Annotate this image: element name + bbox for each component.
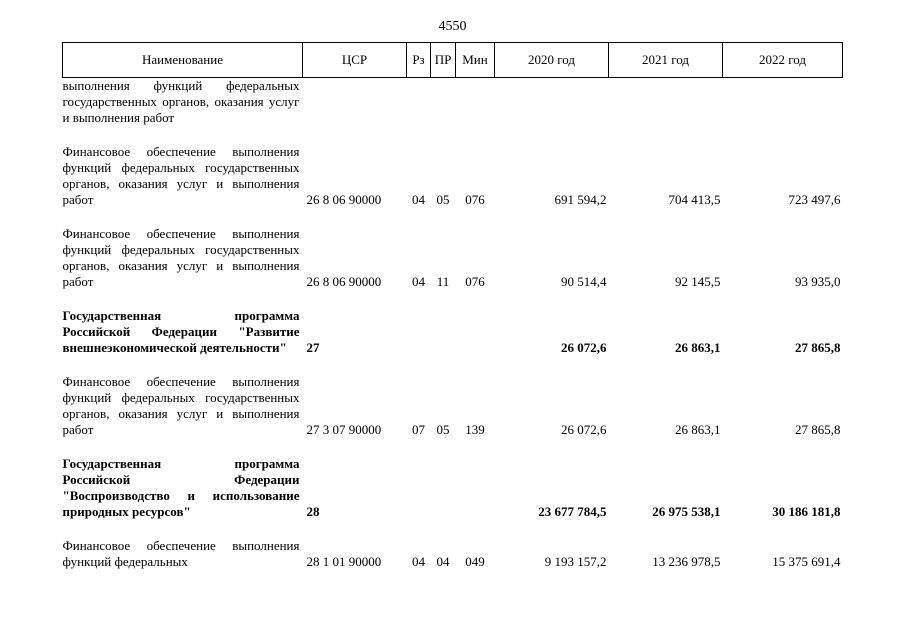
- row-name: Государственная программа Российской Федерации "Развитие внешнеэкономической деятельности": [62, 308, 300, 355]
- table-row: [63, 144, 843, 208]
- header-rz: Рз: [407, 43, 431, 78]
- row-name: Государственная программа Российской Федерации "Воспроизводство и использование природных ресурсов": [62, 456, 300, 519]
- row-name: Финансовое обеспечение выполнения функций федеральных государственных органов, оказания услуг и выполнения работ: [62, 374, 300, 437]
- row-csr: 27 3 07 90000: [306, 422, 382, 437]
- row-csr: 28 1 01 90000: [306, 554, 382, 569]
- row-spacer: [63, 438, 843, 456]
- row-spacer: [63, 520, 843, 538]
- header-min: Мин: [456, 43, 495, 78]
- row-pr: [431, 308, 456, 356]
- row-rz: 07: [412, 422, 425, 437]
- row-2020: 26 072,6: [561, 340, 607, 355]
- row-rz: [407, 78, 431, 127]
- header-2022: 2022 год: [723, 43, 843, 78]
- table-row: [63, 226, 843, 290]
- row-2022: 93 935,0: [795, 274, 841, 289]
- row-rz: 04: [412, 192, 425, 207]
- row-2021: 92 145,5: [675, 274, 721, 289]
- row-2020: 90 514,4: [561, 274, 607, 289]
- row-2020: 26 072,6: [561, 422, 607, 437]
- header-pr: ПР: [431, 43, 456, 78]
- row-2020: 23 677 784,5: [538, 504, 607, 519]
- row-2021: 26 975 538,1: [652, 504, 721, 519]
- row-csr: [303, 78, 407, 127]
- row-spacer: [63, 126, 843, 144]
- row-2021: 26 863,1: [675, 422, 721, 437]
- row-min: 139: [465, 422, 485, 437]
- row-2021: 26 863,1: [675, 340, 721, 355]
- row-2020: 9 193 157,2: [544, 554, 607, 569]
- row-min: 049: [465, 554, 485, 569]
- row-csr: 26 8 06 90000: [306, 192, 382, 207]
- table-row: [63, 308, 843, 356]
- row-pr: [431, 456, 456, 520]
- row-name: выполнения функций федеральных государственных органов, оказания услуг и выполнения работ: [62, 78, 300, 125]
- row-2021: [609, 78, 723, 127]
- table-row: [63, 374, 843, 438]
- budget-table: [62, 42, 843, 570]
- page-number: 4550: [438, 19, 467, 34]
- row-rz: [407, 456, 431, 520]
- row-pr: 11: [436, 274, 450, 289]
- row-2020: 691 594,2: [554, 192, 607, 207]
- table-header-row: [63, 43, 843, 78]
- row-pr: 05: [436, 192, 450, 207]
- row-csr: 26 8 06 90000: [306, 274, 382, 289]
- row-rz: 04: [412, 274, 425, 289]
- row-min: 076: [465, 192, 485, 207]
- table-row: [63, 78, 843, 127]
- row-pr: 05: [436, 422, 450, 437]
- row-2022: 723 497,6: [788, 192, 841, 207]
- row-2022: 27 865,8: [795, 422, 841, 437]
- row-2022: [723, 78, 843, 127]
- row-2020: [495, 78, 609, 127]
- table-row: [63, 538, 843, 570]
- row-2022: 27 865,8: [795, 340, 841, 355]
- row-spacer: [63, 290, 843, 308]
- row-spacer: [63, 208, 843, 226]
- row-2022: 30 186 181,8: [772, 504, 841, 519]
- row-rz: [407, 308, 431, 356]
- row-2022: 15 375 691,4: [772, 554, 841, 569]
- row-rz: 04: [412, 554, 425, 569]
- header-2020: 2020 год: [495, 43, 609, 78]
- row-name: Финансовое обеспечение выполнения функций федеральных государственных органов, оказания услуг и выполнения работ: [62, 144, 300, 207]
- header-name: Наименование: [63, 43, 303, 78]
- row-min: [456, 78, 495, 127]
- table-row: [63, 456, 843, 520]
- row-pr: 04: [436, 554, 450, 569]
- row-min: 076: [465, 274, 485, 289]
- row-name: Финансовое обеспечение выполнения функций федеральных: [62, 538, 300, 569]
- row-2021: 13 236 978,5: [652, 554, 721, 569]
- row-spacer: [63, 356, 843, 374]
- row-min: [456, 308, 495, 356]
- row-2021: 704 413,5: [668, 192, 721, 207]
- row-name: Финансовое обеспечение выполнения функций федеральных государственных органов, оказания услуг и выполнения работ: [62, 226, 300, 289]
- row-csr: 28: [306, 504, 320, 519]
- row-csr: 27: [306, 340, 320, 355]
- row-pr: [431, 78, 456, 127]
- row-min: [456, 456, 495, 520]
- header-2021: 2021 год: [609, 43, 723, 78]
- header-csr: ЦСР: [303, 43, 407, 78]
